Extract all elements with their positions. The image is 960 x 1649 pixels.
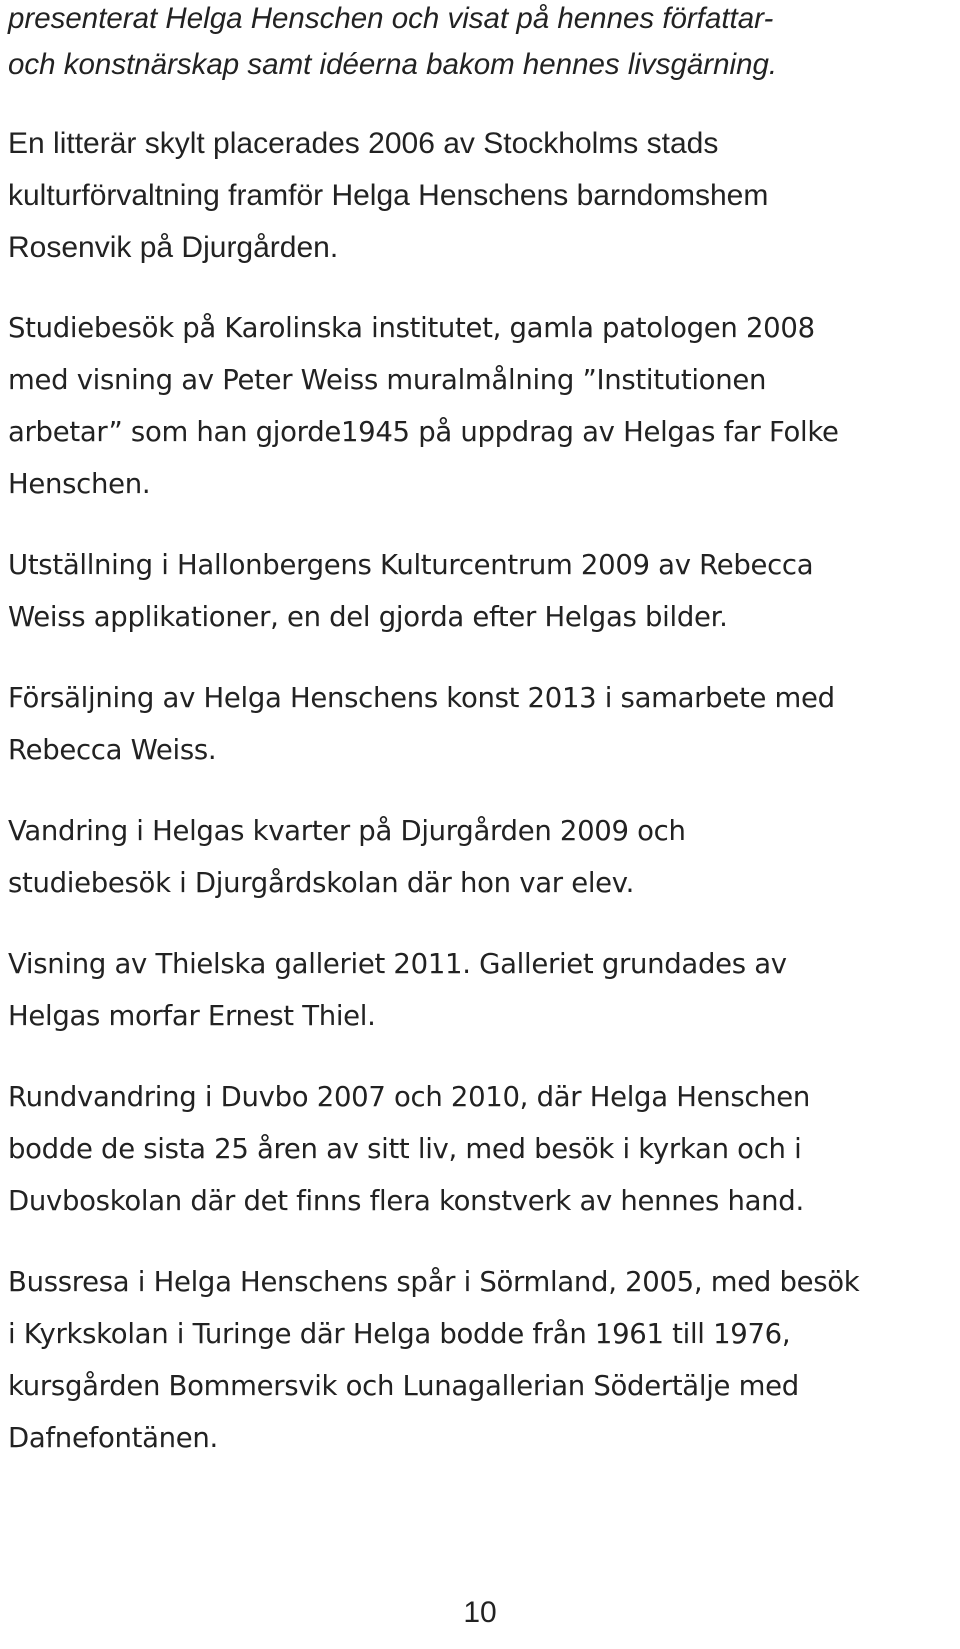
paragraph-hallonbergen-exhibition: Utställning i Hallonbergens Kulturcentrum 2009 av Rebecca Weiss applikationer, en del gjorda efter Helgas bilder. — [8, 549, 814, 633]
paragraph-intro-continuation: presenterat Helga Henschen och visat på hennes författar- och konstnärskap samt idéerna bakom hennes livsgärning. — [8, 2, 778, 81]
paragraph-sormland-bus-trip: Bussresa i Helga Henschens spår i Sörmland, 2005, med besök i Kyrkskolan i Turinge där Helga bodde från 1961 till 1976, kursgården Bommersvik och Lunagallerian Södertälje med Dafnefontänen. — [8, 1266, 860, 1454]
paragraph-art-sale: Försäljning av Helga Henschens konst 2013 i samarbete med Rebecca Weiss. — [8, 682, 835, 766]
paragraph-duvbo-walk: Rundvandring i Duvbo 2007 och 2010, där Helga Henschen bodde de sista 25 åren av sitt liv, med besök i kyrkan och i Duvboskolan där det finns flera konstverk av hennes hand. — [8, 1081, 811, 1217]
document-page — [8, 0, 953, 1464]
paragraph-karolinska-visit: Studiebesök på Karolinska institutet, gamla patologen 2008 med visning av Peter Weiss muralmålning ”Institutionen arbetar” som han gjorde1945 på uppdrag av Helgas far Folke Henschen. — [8, 312, 839, 500]
paragraph-djurgarden-walk: Vandring i Helgas kvarter på Djurgården 2009 och studiebesök i Djurgårdskolan där hon var elev. — [8, 815, 686, 899]
paragraph-thielska-visit: Visning av Thielska galleriet 2011. Galleriet grundades av Helgas morfar Ernest Thiel. — [8, 948, 787, 1032]
page-number: 10 — [463, 1596, 497, 1629]
paragraph-literary-sign: En litterär skylt placerades 2006 av Stockholms stads kulturförvaltning framför Helga Henschens barndomshem Rosenvik på Djurgården. — [8, 127, 769, 264]
